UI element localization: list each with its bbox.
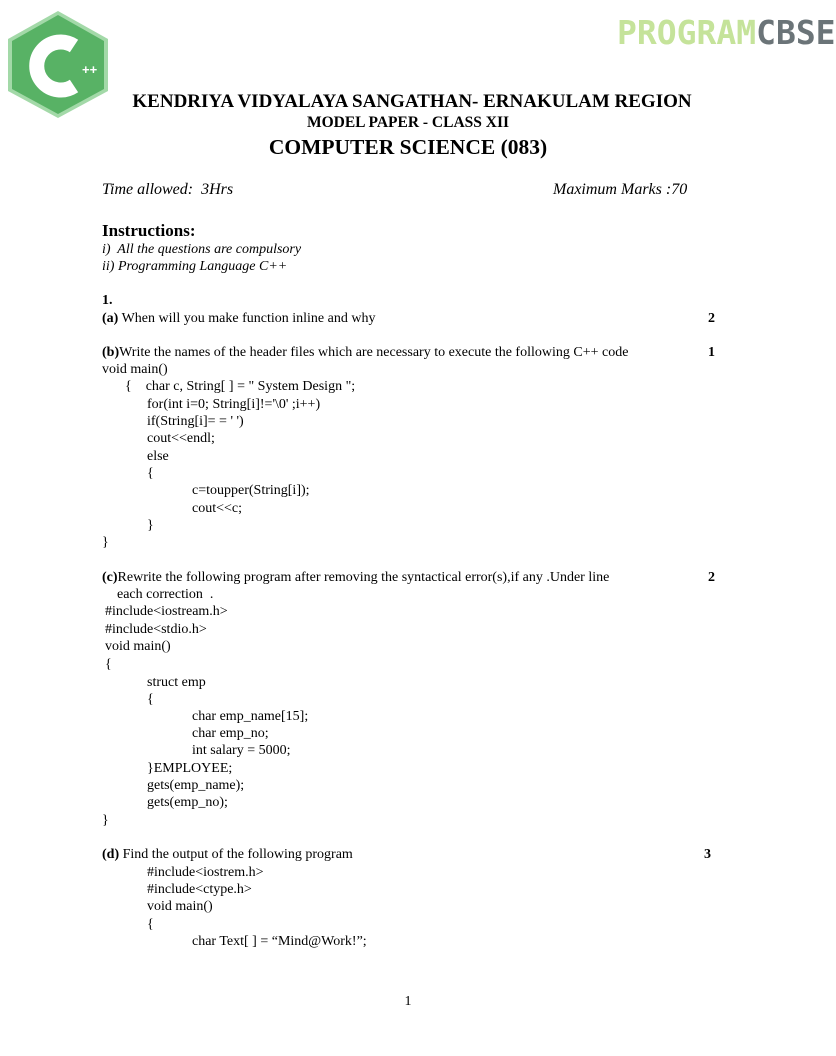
- code-line: { char c, String[ ] = " System Design ";: [125, 379, 356, 394]
- page-number: 1: [404, 994, 412, 1009]
- code-line: char Text[ ] = “Mind@Work!”;: [192, 934, 367, 949]
- code-line: struct emp: [147, 675, 206, 690]
- org-title: KENDRIYA VIDYALAYA SANGATHAN- ERNAKULAM REGION: [132, 91, 692, 112]
- code-line: char emp_no;: [192, 726, 269, 741]
- brand-part1: PROGRAM: [617, 13, 757, 52]
- code-line: gets(emp_name);: [147, 778, 245, 793]
- q1c-text-continued: each correction .: [117, 587, 214, 602]
- q1d-question: [102, 846, 353, 863]
- q1b-question: [102, 344, 628, 361]
- code-line: c=toupper(String[i]);: [192, 483, 310, 498]
- q1b-text: Write the names of the header files which are necessary to execute the following C++ code: [119, 345, 629, 360]
- code-line: char emp_name[15];: [192, 709, 309, 724]
- q1a-text: When will you make function inline and why: [118, 311, 376, 326]
- instruction-item: i) All the questions are compulsory: [102, 242, 302, 257]
- code-line: void main(): [147, 899, 213, 914]
- code-line: {: [147, 692, 154, 707]
- subject-title: COMPUTER SCIENCE (083): [268, 135, 548, 159]
- paper-title: MODEL PAPER - CLASS XII: [306, 114, 510, 131]
- code-line: }EMPLOYEE;: [147, 761, 233, 776]
- code-line: #include<ctype.h>: [147, 882, 252, 897]
- code-line: gets(emp_no);: [147, 795, 228, 810]
- q1d-label: (d): [102, 847, 120, 862]
- code-line: else: [147, 449, 169, 464]
- q1d-text: Find the output of the following program: [119, 847, 353, 862]
- code-line: #include<iostream.h>: [105, 604, 228, 619]
- q1c-text: Rewrite the following program after removing the syntactical error(s),if any .Under line: [117, 570, 610, 585]
- q1b-marks: 1: [708, 345, 715, 360]
- question-number: 1.: [102, 293, 113, 308]
- q1c-label: (c): [102, 570, 118, 585]
- code-line: }: [102, 535, 109, 550]
- instructions-heading: Instructions:: [102, 221, 196, 240]
- q1a-marks: 2: [708, 311, 715, 326]
- q1c-question: [102, 569, 609, 586]
- q1c-marks: 2: [708, 570, 715, 585]
- code-line: void main(): [102, 362, 168, 377]
- code-line: if(String[i]= = ' '): [147, 414, 244, 429]
- code-line: int salary = 5000;: [192, 743, 291, 758]
- code-line: {: [147, 917, 154, 932]
- code-line: cout<<endl;: [147, 431, 215, 446]
- max-marks: Maximum Marks :70: [553, 181, 688, 198]
- code-line: cout<<c;: [192, 501, 242, 516]
- code-line: {: [147, 466, 154, 481]
- brand-wordmark: [617, 14, 836, 52]
- q1b-label: (b): [102, 345, 120, 360]
- logo-plus-text: ++: [82, 62, 98, 77]
- code-line: for(int i=0; String[i]!='\0' ;i++): [147, 397, 321, 412]
- code-line: #include<stdio.h>: [105, 622, 207, 637]
- q1a-question: [102, 310, 375, 327]
- code-line: }: [102, 813, 109, 828]
- brand-part2: CBSE: [756, 13, 836, 52]
- q1d-marks: 3: [704, 847, 711, 862]
- time-allowed: Time allowed: 3Hrs: [102, 181, 234, 198]
- q1a-label: (a): [102, 311, 119, 326]
- instruction-item: ii) Programming Language C++: [102, 259, 288, 274]
- code-line: #include<iostrem.h>: [147, 865, 264, 880]
- code-line: void main(): [105, 639, 171, 654]
- code-line: }: [147, 518, 154, 533]
- code-line: {: [105, 657, 112, 672]
